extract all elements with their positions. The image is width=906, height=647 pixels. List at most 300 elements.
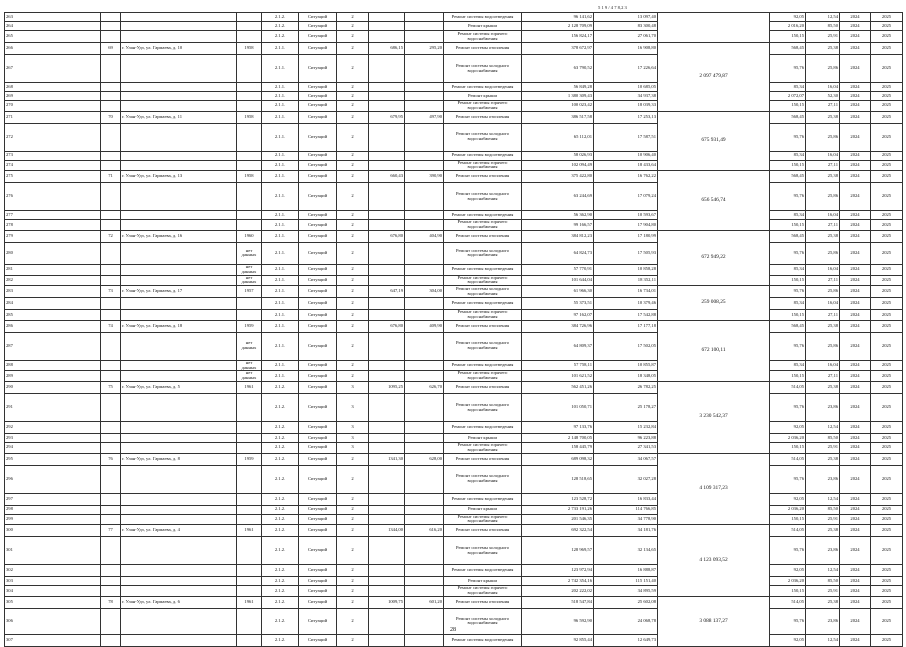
cost-cell: 2 148 700,05 [522,434,594,443]
building-number-cell [101,371,121,382]
year-start-cell: 2024 [840,443,871,454]
year-start-cell: 2024 [840,220,871,231]
build-year-cell [237,310,262,321]
table-row [5,525,903,537]
limit-cell: 568,45 [770,171,806,183]
table-row [5,111,903,123]
cost-cell: 375 422,80 [522,171,594,183]
build-year-cell [237,83,262,92]
rate-cell: 27,11 [806,160,840,171]
cost-cell: 61 966,30 [522,286,594,298]
year-end-cell: 2025 [871,31,903,43]
code-cell: 2.1.2. [262,586,299,597]
year-start-cell: 2024 [840,505,871,514]
rate-cell: 16,04 [806,360,840,371]
work-type-cell: Ремонт крыши [444,577,522,586]
area-cell [369,298,405,310]
row-number-cell: 276 [5,183,101,211]
year-end-cell: 2025 [871,443,903,454]
build-year-cell [237,211,262,220]
cost-cell: 100 023,42 [522,101,594,112]
rate-cell: 12,54 [806,634,840,646]
rate-cell: 23,86 [806,537,840,565]
cost-cell: 57 758,11 [522,360,594,371]
code-cell: 2.1.2. [262,422,299,434]
year-start-cell: 2024 [840,298,871,310]
year-start-cell: 2024 [840,31,871,43]
limit-cell: 150,15 [770,101,806,112]
rate-cell: 27,11 [806,275,840,286]
method-cell: Ситуаций [299,434,337,443]
code-cell: 2.1.2. [262,608,299,634]
year-end-cell: 2025 [871,13,903,22]
address-cell [121,371,237,382]
building-number-cell [101,22,121,31]
work-type-cell: Ремонт системы горячего водоснабжения [444,275,522,286]
specific-cost-cell: 10 593,67 [594,211,658,220]
building-number-cell: 69 [101,43,121,55]
build-year-cell: нет данных [237,275,262,286]
level-cell: 2 [337,332,369,360]
specific-cost-cell: 17 904,80 [594,220,658,231]
area2-cell: 626,70 [405,382,444,394]
specific-cost-cell: 34 778,90 [594,514,658,525]
build-year-cell [237,298,262,310]
rate-cell: 25,38 [806,230,840,242]
area2-cell [405,55,444,83]
building-number-cell: 75 [101,382,121,394]
year-end-cell: 2025 [871,608,903,634]
level-cell: 3 [337,422,369,434]
specific-cost-cell: 16 888,87 [594,565,658,577]
level-cell: 2 [337,514,369,525]
work-type-cell: Ремонт системы холодного водоснабжения [444,332,522,360]
area2-cell: 304,00 [405,286,444,298]
level-cell: 3 [337,394,369,422]
address-cell [121,514,237,525]
work-type-cell: Ремонт системы водоотведения [444,565,522,577]
building-number-cell: 70 [101,111,121,123]
code-cell: 2.1.1. [262,230,299,242]
code-cell: 2.1.1. [262,151,299,160]
year-start-cell: 2024 [840,92,871,101]
cost-cell: 64 824,73 [522,242,594,264]
build-year-cell [237,92,262,101]
build-year-cell [237,505,262,514]
building-number-cell [101,422,121,434]
row-number-cell: 284 [5,298,101,310]
year-end-cell: 2025 [871,565,903,577]
level-cell: 2 [337,55,369,83]
method-cell: Ситуаций [299,596,337,608]
address-cell [121,310,237,321]
level-cell: 3 [337,434,369,443]
method-cell: Ситуаций [299,586,337,597]
level-cell: 3 [337,443,369,454]
building-number-cell [101,92,121,101]
work-type-cell: Ремонт системы холодного водоснабжения [444,242,522,264]
area2-cell [405,92,444,101]
method-cell: Ситуаций [299,275,337,286]
build-year-cell [237,537,262,565]
building-number-cell: 73 [101,286,121,298]
level-cell: 2 [337,565,369,577]
area-cell [369,242,405,264]
limit-cell: 85,34 [770,83,806,92]
area2-cell [405,371,444,382]
year-start-cell: 2024 [840,111,871,123]
area-cell [369,13,405,22]
year-start-cell: 2024 [840,422,871,434]
year-end-cell: 2025 [871,371,903,382]
level-cell: 2 [337,577,369,586]
rate-cell: 85,50 [806,577,840,586]
rate-cell: 16,04 [806,151,840,160]
build-year-cell: нет данных [237,332,262,360]
build-year-cell: 1961 [237,596,262,608]
year-start-cell: 2024 [840,382,871,394]
table-row [5,171,903,183]
level-cell: 2 [337,101,369,112]
limit-cell: 95,76 [770,123,806,151]
row-number-cell: 302 [5,565,101,577]
building-number-cell [101,493,121,505]
area-cell [369,565,405,577]
area-cell [369,22,405,31]
work-type-cell: Ремонт системы горячего водоснабжения [444,31,522,43]
building-number-cell [101,577,121,586]
rate-cell: 25,38 [806,111,840,123]
house-total-cell: 3 230 542,37 [658,382,770,454]
rate-cell: 25,86 [806,286,840,298]
level-cell: 2 [337,183,369,211]
year-end-cell: 2025 [871,310,903,321]
work-type-cell: Ремонт системы холодного водоснабжения [444,123,522,151]
year-start-cell: 2024 [840,43,871,55]
building-number-cell [101,565,121,577]
method-cell: Ситуаций [299,83,337,92]
address-cell [121,394,237,422]
area2-cell [405,31,444,43]
area2-cell [405,505,444,514]
row-number-cell: 272 [5,123,101,151]
build-year-cell [237,151,262,160]
year-end-cell: 2025 [871,360,903,371]
area-cell [369,422,405,434]
year-end-cell: 2025 [871,514,903,525]
row-number-cell: 273 [5,151,101,160]
work-type-cell: Ремонт системы отопления [444,453,522,465]
code-cell: 2.1.1. [262,160,299,171]
rate-cell: 25,38 [806,382,840,394]
specific-cost-cell: 10 855,87 [594,360,658,371]
work-type-cell: Ремонт крыши [444,505,522,514]
year-end-cell: 2025 [871,111,903,123]
work-type-cell: Ремонт системы водоотведения [444,493,522,505]
rate-cell: 25,38 [806,453,840,465]
row-number-cell: 271 [5,111,101,123]
code-cell: 2.1.2. [262,382,299,394]
address-cell: г. Улан-Удэ, ул. Гармаева, д. 17 [121,286,237,298]
level-cell: 2 [337,493,369,505]
code-cell: 2.1.2. [262,31,299,43]
row-number-cell: 274 [5,160,101,171]
area2-cell: 628,00 [405,453,444,465]
row-number-cell: 281 [5,264,101,275]
year-start-cell: 2024 [840,586,871,597]
address-cell [121,22,237,31]
year-end-cell: 2025 [871,577,903,586]
work-type-cell: Ремонт системы холодного водоснабжения [444,183,522,211]
specific-cost-cell: 24 068,78 [594,608,658,634]
row-number-cell: 280 [5,242,101,264]
year-end-cell: 2025 [871,183,903,211]
address-cell [121,83,237,92]
year-start-cell: 2024 [840,13,871,22]
row-number-cell: 306 [5,608,101,634]
work-type-cell: Ремонт системы холодного водоснабжения [444,608,522,634]
limit-cell: 92,05 [770,565,806,577]
building-number-cell: 72 [101,230,121,242]
area-cell [369,83,405,92]
level-cell: 3 [337,382,369,394]
address-cell [121,242,237,264]
house-total-cell: 672 100,11 [658,320,770,381]
cost-cell: 64 809,37 [522,332,594,360]
area2-cell [405,434,444,443]
build-year-cell [237,465,262,493]
year-start-cell: 2024 [840,101,871,112]
house-total-cell: 675 931,49 [658,111,770,171]
year-end-cell: 2025 [871,465,903,493]
specific-cost-cell: 17 502,05 [594,332,658,360]
code-cell: 2.1.1. [262,43,299,55]
method-cell: Ситуаций [299,422,337,434]
specific-cost-cell: 27 061,70 [594,31,658,43]
specific-cost-cell: 12 649,73 [594,634,658,646]
limit-cell: 150,15 [770,310,806,321]
build-year-cell [237,220,262,231]
code-cell: 2.1.2. [262,514,299,525]
limit-cell: 92,05 [770,493,806,505]
year-end-cell: 2025 [871,422,903,434]
code-cell: 2.1.1. [262,310,299,321]
level-cell: 2 [337,608,369,634]
limit-cell: 95,76 [770,55,806,83]
year-start-cell: 2024 [840,537,871,565]
area-cell [369,394,405,422]
level-cell: 2 [337,92,369,101]
limit-cell: 150,15 [770,443,806,454]
level-cell: 2 [337,123,369,151]
building-number-cell [101,220,121,231]
area-cell [369,514,405,525]
rate-cell: 25,91 [806,586,840,597]
method-cell: Ситуаций [299,577,337,586]
building-number-cell [101,275,121,286]
build-year-cell [237,443,262,454]
year-end-cell: 2025 [871,382,903,394]
building-number-cell [101,443,121,454]
method-cell: Ситуаций [299,298,337,310]
build-year-cell [237,586,262,597]
year-start-cell: 2024 [840,123,871,151]
specific-cost-cell: 17 253,13 [594,111,658,123]
specific-cost-cell: 16 734,01 [594,286,658,298]
year-start-cell: 2024 [840,151,871,160]
rate-cell: 52,30 [806,92,840,101]
area2-cell [405,242,444,264]
building-number-cell [101,505,121,514]
level-cell: 2 [337,22,369,31]
area2-cell [405,13,444,22]
cost-cell: 101 621,52 [522,371,594,382]
row-number-cell: 304 [5,586,101,597]
area-cell: 679,95 [369,111,405,123]
area2-cell: 295,20 [405,43,444,55]
limit-cell: 95,76 [770,286,806,298]
area2-cell [405,537,444,565]
build-year-cell [237,634,262,646]
level-cell: 2 [337,111,369,123]
work-type-cell: Ремонт системы отопления [444,525,522,537]
row-number-cell: 269 [5,92,101,101]
specific-cost-cell: 27 341,53 [594,443,658,454]
work-type-cell: Ремонт крыши [444,22,522,31]
limit-cell: 150,15 [770,586,806,597]
specific-cost-cell: 17 542,88 [594,310,658,321]
method-cell: Ситуаций [299,111,337,123]
year-end-cell: 2025 [871,92,903,101]
build-year-cell: 1961 [237,382,262,394]
address-cell [121,505,237,514]
code-cell: 2.1.1. [262,332,299,360]
address-cell: г. Улан-Удэ, ул. Гармаева, д. 16 [121,230,237,242]
level-cell: 2 [337,465,369,493]
year-start-cell: 2024 [840,453,871,465]
build-year-cell [237,577,262,586]
building-number-cell [101,55,121,83]
row-number-cell: 299 [5,514,101,525]
cost-cell: 384 812,23 [522,230,594,242]
year-start-cell: 2024 [840,394,871,422]
table-row [5,596,903,608]
year-end-cell: 2025 [871,453,903,465]
work-type-cell: Ремонт системы водоотведения [444,360,522,371]
area-cell [369,465,405,493]
specific-cost-cell: 17 587,51 [594,123,658,151]
row-number-cell: 300 [5,525,101,537]
code-cell: 2.1.1. [262,298,299,310]
work-type-cell: Ремонт крыши [444,92,522,101]
area2-cell [405,394,444,422]
address-cell [121,275,237,286]
row-number-cell: 293 [5,434,101,443]
work-type-cell: Ремонт системы отопления [444,230,522,242]
build-year-cell: 1958 [237,111,262,123]
build-year-cell [237,123,262,151]
method-cell: Ситуаций [299,608,337,634]
work-type-cell: Ремонт системы отопления [444,111,522,123]
limit-cell: 150,15 [770,275,806,286]
limit-cell: 95,76 [770,183,806,211]
method-cell: Ситуаций [299,160,337,171]
level-cell: 2 [337,371,369,382]
area2-cell [405,83,444,92]
year-start-cell: 2024 [840,55,871,83]
method-cell: Ситуаций [299,465,337,493]
limit-cell: 95,76 [770,465,806,493]
method-cell: Ситуаций [299,382,337,394]
work-type-cell: Ремонт системы холодного водоснабжения [444,537,522,565]
row-number-cell: 266 [5,43,101,55]
method-cell: Ситуаций [299,55,337,83]
work-type-cell: Ремонт системы водоотведения [444,151,522,160]
specific-cost-cell: 32 134,65 [594,537,658,565]
row-number-cell: 298 [5,505,101,514]
cost-cell: 202 222,02 [522,586,594,597]
page-number: 28 [450,627,456,633]
area2-cell: 497,90 [405,111,444,123]
level-cell: 2 [337,634,369,646]
address-cell [121,31,237,43]
code-cell: 2.1.2. [262,505,299,514]
address-cell [121,220,237,231]
method-cell: Ситуаций [299,101,337,112]
area-cell [369,634,405,646]
work-type-cell: Ремонт системы водоотведения [444,422,522,434]
year-end-cell: 2025 [871,160,903,171]
house-total-cell: 3 088 137,27 [658,596,770,646]
specific-cost-cell: 26 782,25 [594,382,658,394]
level-cell: 2 [337,596,369,608]
address-cell [121,160,237,171]
house-total-cell: 4 109 317,23 [658,453,770,525]
row-number-cell: 267 [5,55,101,83]
year-start-cell: 2024 [840,465,871,493]
area2-cell [405,183,444,211]
level-cell: 2 [337,586,369,597]
top-fragment-number: 5 1 9 / 4 7 8,2 3 [598,5,627,10]
area2-cell [405,422,444,434]
area-cell [369,586,405,597]
limit-cell: 150,15 [770,160,806,171]
specific-cost-cell: 34 895,59 [594,586,658,597]
cost-cell: 56 849,28 [522,83,594,92]
building-number-cell [101,101,121,112]
build-year-cell: 1957 [237,286,262,298]
building-number-cell [101,332,121,360]
specific-cost-cell: 10 906,40 [594,151,658,160]
year-end-cell: 2025 [871,298,903,310]
method-cell: Ситуаций [299,151,337,160]
method-cell: Ситуаций [299,242,337,264]
rate-cell: 16,04 [806,298,840,310]
cost-cell: 128 969,57 [522,537,594,565]
specific-cost-cell: 10 379,46 [594,298,658,310]
cost-cell: 123 972,94 [522,565,594,577]
area-cell [369,505,405,514]
build-year-cell: 1959 [237,453,262,465]
code-cell: 2.1.2. [262,443,299,454]
limit-cell: 150,15 [770,31,806,43]
rate-cell: 27,11 [806,371,840,382]
code-cell: 2.1.2. [262,453,299,465]
cost-cell: 96 141,62 [522,13,594,22]
cost-cell: 102 094,49 [522,160,594,171]
cost-cell: 92 855,44 [522,634,594,646]
level-cell: 2 [337,264,369,275]
